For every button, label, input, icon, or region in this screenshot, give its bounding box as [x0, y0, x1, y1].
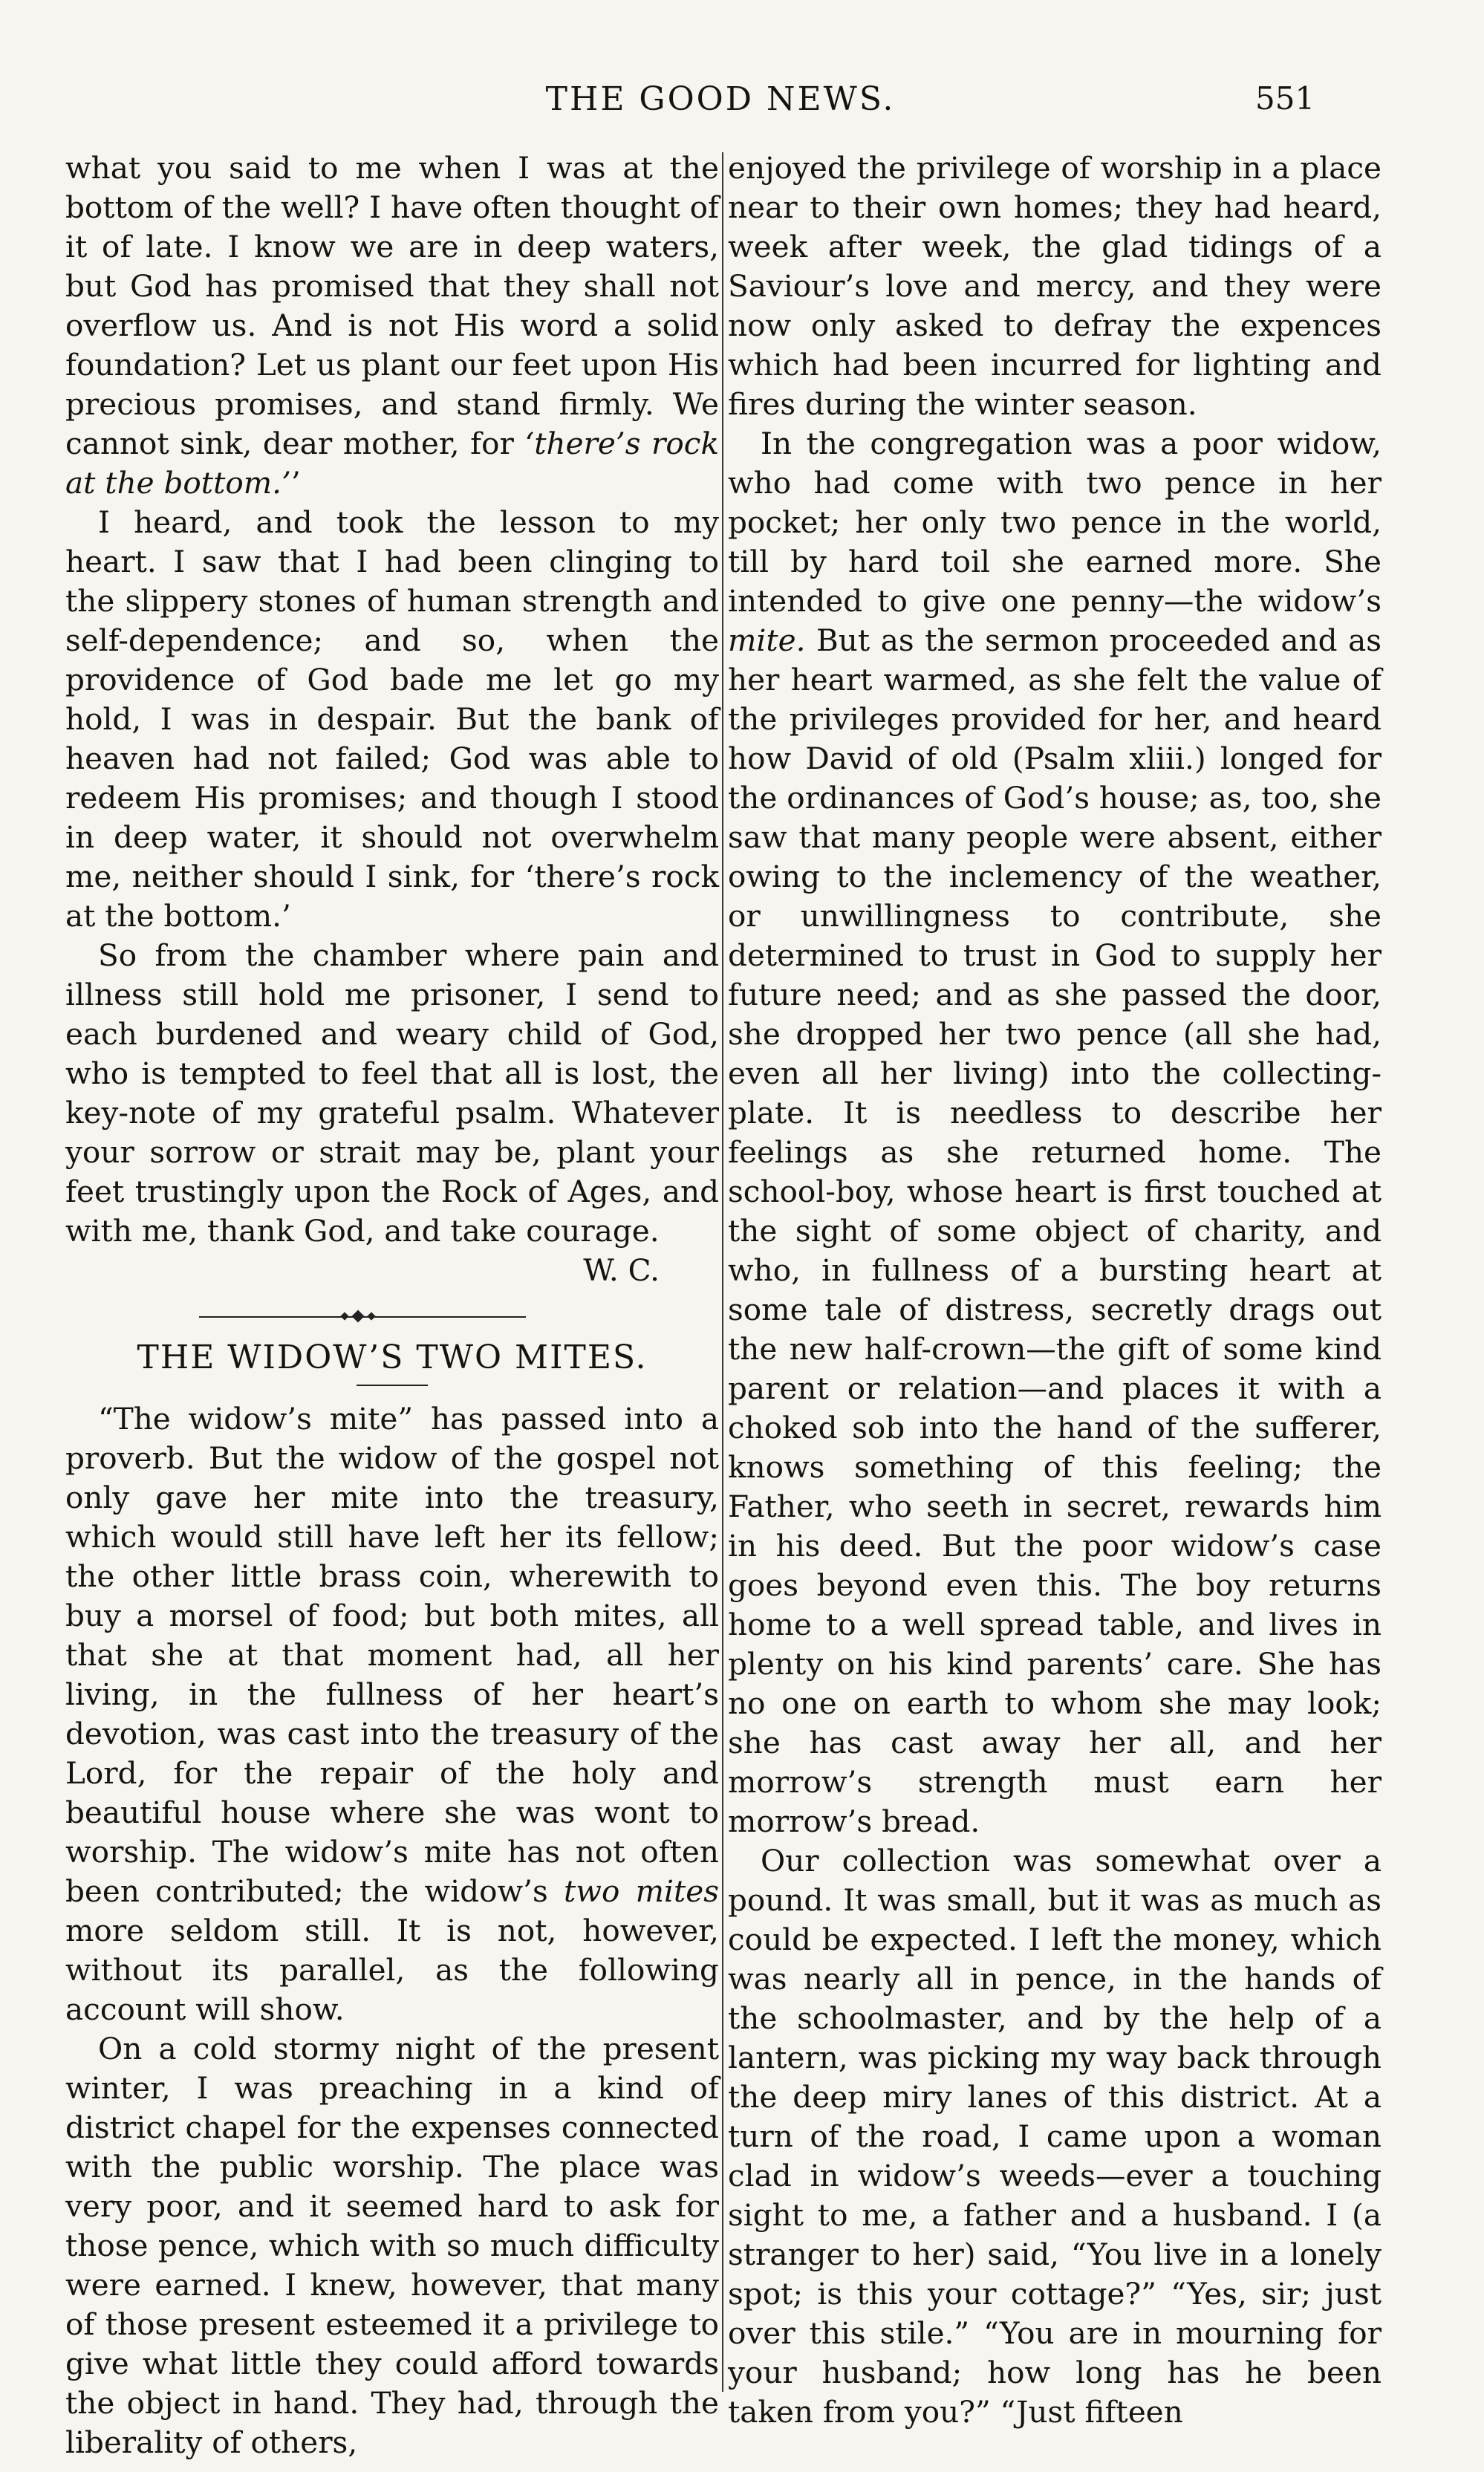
italic-word: mite.: [728, 622, 806, 658]
right-paragraph-3: Our collection was somewhat over a pound. It was small, but it was as much as could be expected. I left the money, which was nearly all in pence, in the hands of the schoolmaster, and by the help of a lantern, was picking my way back through the deep miry lanes of this district. At a turn of the road, I came upon a woman clad in widow’s weeds—ever a touching sight to me, a father and a husband. I (a stranger to her) said, “You live in a lonely spot; is this your cottage?” “Yes, sir; just over this stile.” “You are in mourning for your husband; how long has he been taken from you?” “Just fifteen: [728, 1843, 1382, 2430]
left-paragraph-4: [65, 1399, 719, 2029]
left-paragraph-3: So from the chamber where pain and illness still hold me prisoner, I send to each burdened and weary child of God, who is tempted to feel that all is lost, the key-note of my grateful psalm. Whatever your sorrow or strait may be, plant your feet trustingly upon the Rock of Ages, and with me, thank God, and take courage.: [65, 937, 719, 1249]
column-divider: [722, 152, 723, 2392]
italic-phrase: two mites: [564, 1873, 719, 1909]
page-number: 551: [1255, 80, 1315, 117]
left-column: [65, 149, 719, 2460]
left-paragraph-5: On a cold stormy night of the present winter, I was preaching in a kind of district chapel for the expenses connected with the public worship. The place was very poor, and it seemed hard to ask for those pence, which with so much difficulty were earned. I knew, however, that many of those present esteemed it a privilege to give what little they could afford towards the object in hand. They had, through the liberality of others,: [65, 2031, 719, 2460]
section-title: THE WIDOW’S TWO MITES.: [137, 1339, 648, 1376]
text-span: more seldom still. It is not, however, without its parallel, as the following account will show.: [65, 1913, 719, 2027]
divider-diamond: [367, 1312, 375, 1320]
text-span: “The widow’s mite” has passed into a proverb. But the widow of the gospel not only gave her mite into the treasury, which would still have left her its fellow; the other little brass coin, wherewith to buy a morsel of food; but both mites, all that she at that moment had, all her living, in the fullness of her heart’s devotion, was cast into the treasury of the Lord, for the repair of the holy and beautiful house where she was wont to worship. The widow’s mite has not often been contributed; the widow’s: [65, 1401, 719, 1909]
text-span: ’: [290, 465, 301, 501]
author-signature: W. C.: [583, 1252, 660, 1288]
text-span: In the congregation was a poor widow, who had come with two pence in her pocket; her only two pence in the world, till by hard toil she earned more. She intended to give one penny—the widow’s: [728, 426, 1382, 619]
right-column: [728, 149, 1382, 2430]
italic-quote: ‘there’s rock at the bottom.’: [65, 426, 719, 501]
text-span: But as the sermon proceeded and as her heart warmed, as she felt the value of the privileges provided for her, and heard how David of old (Psalm xliii.) longed for the ordinances of God’s house; as, too, she saw that many people were absent, either owing to the inclemency of the weather, or unwillingness to contribute, she determined to trust in God to supply her future need; and as she passed the door, she dropped her two pence (all she had, even all her living) into the collecting-plate. It is needless to describe her feelings as she returned home. The school-boy, whose heart is first touched at the sight of some object of charity, and who, in fullness of a bursting heart at some tale of distress, secretly drags out the new half-crown—the gift of some kind parent or relation—and places it with a choked sob into the hand of the sufferer, knows something of this feeling; the Father, who seeth in secret, rewards him in his deed. But the poor widow’s case goes beyond even this. The boy returns home to a well spread table, and lives in plenty on his kind parents’ care. She has no one on earth to whom she may look; she has cast away her all, and her morrow’s strength must earn her morrow’s bread.: [728, 622, 1382, 1839]
running-header: [0, 65, 1484, 125]
ornamental-divider: [65, 1310, 719, 1324]
divider-diamond: [340, 1312, 348, 1320]
title-rule: [357, 1385, 428, 1386]
right-paragraph-2: [728, 424, 1382, 1841]
right-paragraph-1: enjoyed the privilege of worship in a place near to their own homes; they had heard, week after week, the glad tidings of a Saviour’s love and mercy, and they were now only asked to defray the expences which had been incurred for lighting and fires during the winter season.: [728, 150, 1382, 422]
left-paragraph-2: I heard, and took the lesson to my heart. I saw that I had been clinging to the slippery stones of human strength and self-dependence; and so, when the providence of God bade me let go my hold, I was in despair. But the bank of heaven had not failed; God was able to redeem His promises; and though I stood in deep water, it should not overwhelm me, neither should I sink, for ‘there’s rock at the bottom.’: [65, 504, 719, 934]
running-title: THE GOOD NEWS.: [545, 80, 896, 118]
divider-diamond: [352, 1310, 365, 1323]
left-paragraph-1: [65, 149, 719, 503]
text-span: what you said to me when I was at the bottom of the well? I have often thought of it of late. I know we are in deep waters, but God has promised that they shall not overflow us. And is not His word a solid foundation? Let us plant our feet upon His precious promises, and stand firmly. We cannot sink, dear mother, for: [65, 150, 719, 461]
